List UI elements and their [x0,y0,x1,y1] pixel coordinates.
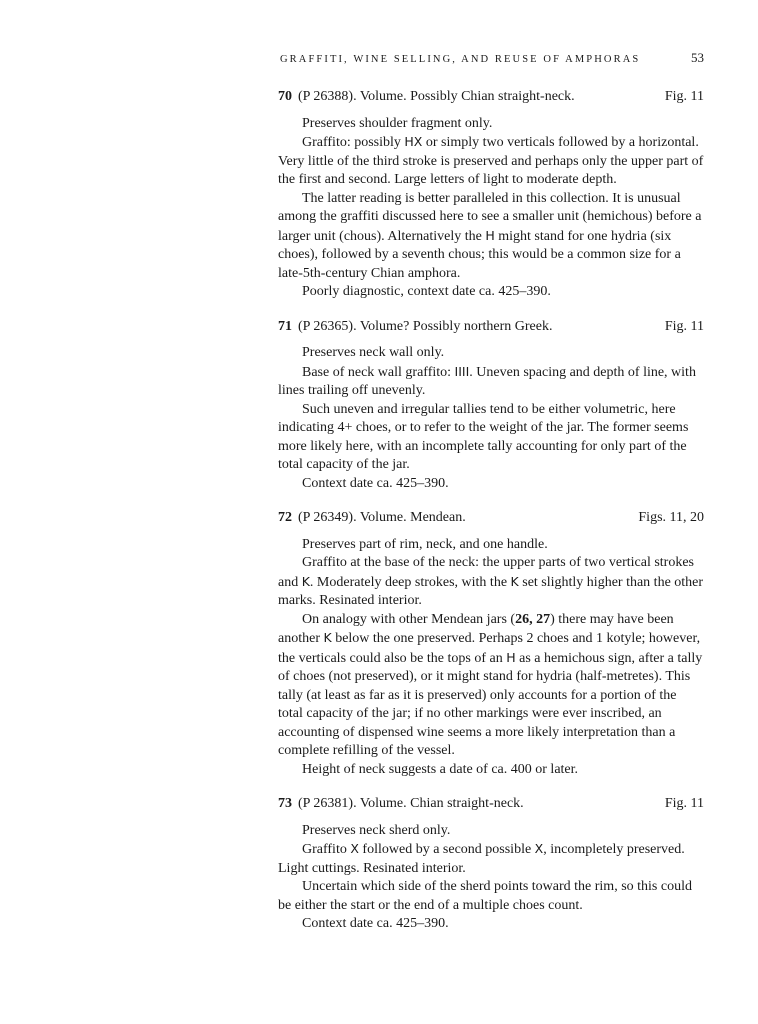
entry-heading [278,795,704,814]
graffito-paragraph: Base of neck wall graffito: IIII. Uneven spacing and depth of line, with lines trailing off unevenly. [278,363,696,398]
discussion-paragraph: On analogy with other Mendean jars (26, 27) there may have been another K below the one preserved. Perhaps 2 choes and 1 kotyle; however, the verticals could also be the tops of an H as a hemichous sign, after a tally of choes (not preserved), or it might stand for hydria (half-metretes). This tally (at least as far as it is preserved) only accounts for a portion of the total capacity of the jar; if no other markings were ever inscribed, an accounting of dispensed wine seems a more likely interpretation than a complete refilling of the vessel. [278,611,703,758]
entry-heading [278,318,704,337]
entry-description: (P 26381). Volume. Chian straight-neck. [298,796,524,811]
preservation-paragraph: Preserves part of rim, neck, and one handle. [302,536,548,552]
preservation-paragraph: Preserves shoulder fragment only. [302,115,493,131]
preservation-paragraph: Preserves neck wall only. [302,345,445,360]
graffito-mark: K [323,630,332,645]
date-paragraph: Poorly diagnostic, context date ca. 425–390. [302,284,551,299]
graffito-mark: IIII [454,363,470,379]
graffito-paragraph: Graffito at the base of the neck: the upper parts of two vertical strokes and K. Moderately deep strokes, with the K set slightly higher than the other marks. Resinated interior. [278,555,704,608]
entry-title [278,795,524,814]
catalogue-cross-reference: 26, 27 [515,611,551,627]
graffito-mark: K [301,573,310,589]
graffito-mark: K [510,573,519,589]
entry-number: 73 [278,796,292,811]
catalogue-entry [278,509,704,779]
graffito-mark: H [506,649,516,665]
figure-reference: Fig. 11 [664,318,704,334]
entry-title [278,318,552,337]
figure-reference: Fig. 11 [664,89,704,104]
entry-description: (P 26349). Volume. Mendean. [298,510,466,525]
figure-reference: Figs. 11, 20 [638,510,704,525]
discussion-paragraph: The latter reading is better paralleled in this collection. It is unusual among the graffiti discussed here to see a smaller unit (hemichous) before a larger unit (chous). Alternatively the H might stand for one hydria (six choes), followed by a seventh chous; this would be a common size for a late-5th-century Chian amphora. [278,190,702,281]
catalogue-entry [278,88,704,302]
date-paragraph: Height of neck suggests a date of ca. 400 or later. [302,761,579,777]
entry-number: 72 [278,510,292,525]
date-paragraph: Context date ca. 425–390. [302,475,449,491]
discussion-paragraph: Uncertain which side of the sherd points toward the rim, so this could be either the start or the end of a multiple choes count. [278,879,692,913]
catalogue-entry [278,795,704,934]
running-header [280,50,704,66]
graffito-mark: X [350,841,359,856]
graffito-mark: H [485,227,495,243]
page-number: 53 [691,50,704,65]
preservation-paragraph: Preserves neck sherd only. [302,822,451,838]
discussion-paragraph: Such uneven and irregular tallies tend to be either volumetric, here indicating 4+ choes, or to refer to the weight of the jar. The former seems more likely here, with an incomplete tally accounting for only part of the total capacity of the jar. [278,401,689,472]
date-paragraph: Context date ca. 425–390. [302,916,449,931]
entry-number: 70 [278,89,292,104]
graffito-mark: X [534,841,544,856]
catalogue-entry [278,318,704,494]
entry-title [278,88,575,107]
entry-description: (P 26365). Volume? Possibly northern Greek. [298,318,553,334]
entry-number: 71 [278,318,292,334]
entry-heading [278,88,704,107]
running-title: GRAFFITI, WINE SELLING, AND REUSE OF AMPHORAS [280,54,641,65]
catalogue-body [278,88,704,950]
graffito-mark: HX [404,134,423,149]
entry-title [278,509,466,528]
graffito-paragraph: Graffito: possibly HX or simply two verticals followed by a horizontal. Very little of the third stroke is preserved and perhaps only the upper part of the first and second. Large letters of light to moderate depth. [278,134,704,187]
entry-heading [278,509,704,528]
figure-reference: Fig. 11 [664,796,704,811]
entry-description: (P 26388). Volume. Possibly Chian straight-neck. [298,89,575,104]
graffito-paragraph: Graffito X followed by a second possible X, incompletely preserved. Light cuttings. Resinated interior. [278,841,685,876]
